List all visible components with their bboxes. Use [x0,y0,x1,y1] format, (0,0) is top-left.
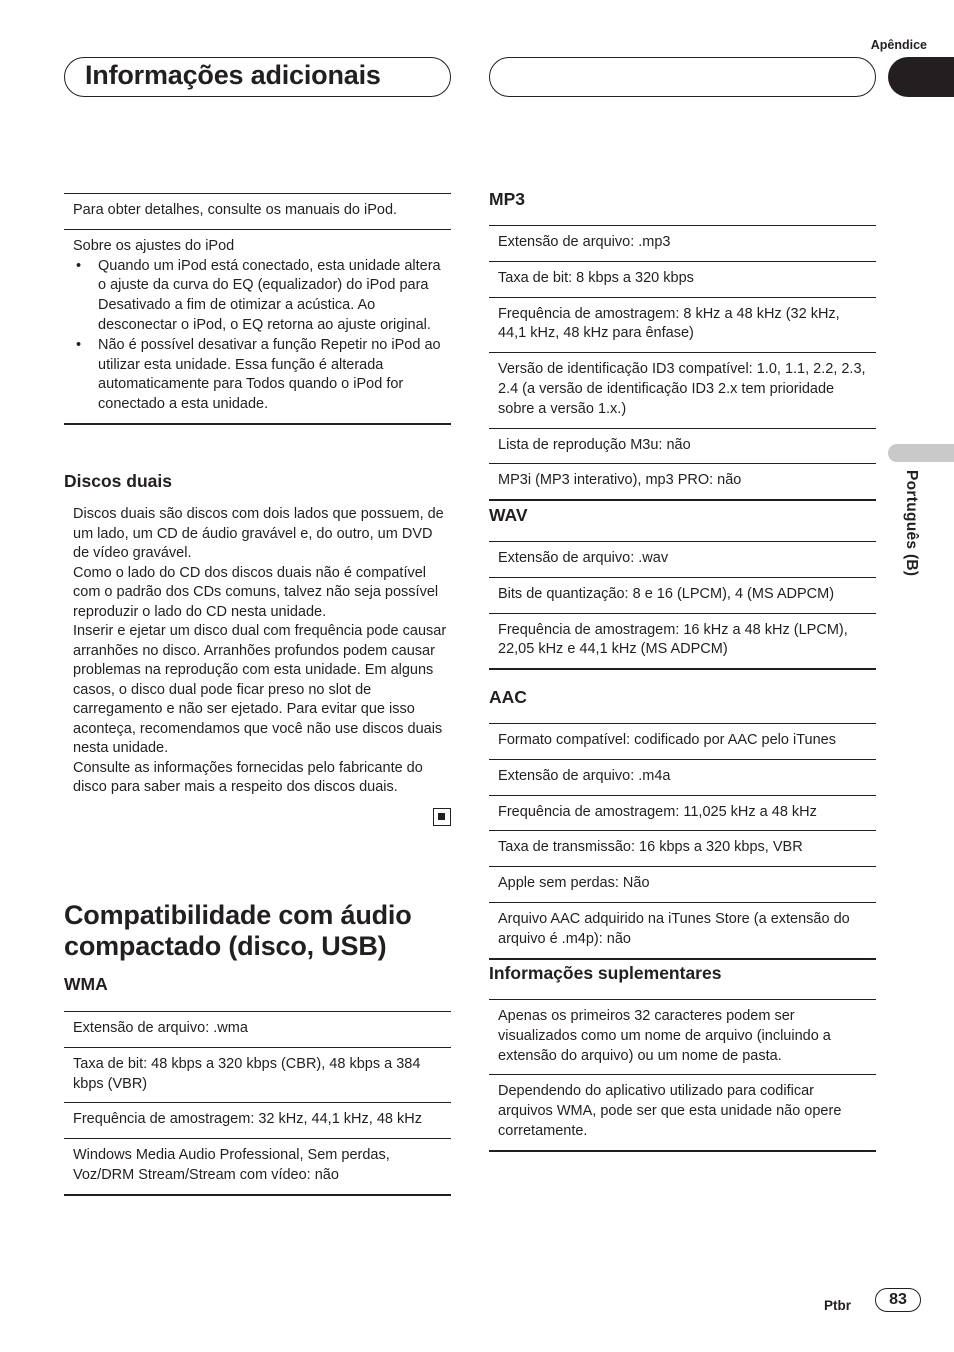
table-row: MP3i (MP3 interativo), mp3 PRO: não [489,464,876,501]
table-row: Windows Media Audio Professional, Sem perdas, Voz/DRM Stream/Stream com vídeo: não [64,1139,451,1196]
table-row: Frequência de amostragem: 16 kHz a 48 kHz (LPCM), 22,05 kHz e 44,1 kHz (MS ADPCM) [489,614,876,671]
mp3-table [489,225,876,501]
ipod-details-row: Para obter detalhes, consulte os manuais do iPod. [64,194,451,230]
compat-heading [64,900,451,962]
table-row: Lista de reprodução M3u: não [489,429,876,465]
mp3-heading: MP3 [489,189,525,209]
table-row: Extensão de arquivo: .mp3 [489,226,876,262]
dual-discs-heading: Discos duais [64,471,172,491]
compat-section [64,900,451,1196]
language-code: Ptbr [824,1298,851,1313]
aac-section [489,687,876,960]
aac-table [489,723,876,960]
table-row: Frequência de amostragem: 32 kHz, 44,1 kHz, 48 kHz [64,1103,451,1139]
section-title-box [64,57,451,97]
paragraph: Inserir e ejetar um disco dual com frequência pode causar arranhões no disco. Arranhões profundos podem causar problemas na reprodução com esta unidade. Em alguns casos, o disco dual pode ficar preso no slot de carregamento e não ser ejetado. Para evitar que isso aconteça, recomendamos que você não use discos duais nesta unidade. [73,623,447,756]
table-row: Formato compatível: codificado por AAC pelo iTunes [489,724,876,760]
header-black-tab [888,57,954,97]
table-row: Frequência de amostragem: 8 kHz a 48 kHz (32 kHz, 44,1 kHz, 48 kHz para ênfase) [489,298,876,354]
paragraph: Consulte as informações fornecidas pelo fabricante do disco para saber mais a respeito dos discos duais. [73,759,423,795]
table-row: Bits de quantização: 8 e 16 (LPCM), 4 (MS ADPCM) [489,578,876,614]
aac-heading: AAC [489,687,527,707]
language-tab-label: Português (B) [903,470,920,577]
supplementary-heading: Informações suplementares [489,963,722,983]
compat-heading-line2: compactado (disco, USB) [64,931,387,961]
wma-heading: WMA [64,974,108,994]
supplementary-section [489,963,876,1152]
ipod-notes-table [64,193,451,425]
ipod-settings-row [64,230,451,425]
list-item: • Quando um iPod está conectado, esta unidade altera o ajuste da curva do EQ (equalizador) do iPod para Desativado a fim de otimizar a acústica. Ao desconectar o iPod, o EQ retorna ao ajuste original. [73,257,442,336]
header-pill-empty [489,57,876,97]
mp3-section [489,189,876,501]
table-row: Extensão de arquivo: .m4a [489,760,876,796]
table-row: Apenas os primeiros 32 caracteres podem ser visualizados como um nome de arquivo (incluindo a extensão do arquivo) ou um nome de pasta. [489,1000,876,1075]
table-row: Taxa de bit: 8 kbps a 320 kbps [489,262,876,298]
end-of-section-icon [433,808,451,826]
page-number: 83 [875,1288,921,1312]
paragraph: Discos duais são discos com dois lados que possuem, de um lado, um CD de áudio gravável e, do outro, um DVD de vídeo gravável. [73,506,444,561]
dual-discs-section [64,471,451,798]
compat-heading-line1: Compatibilidade com áudio [64,900,412,930]
table-row: Dependendo do aplicativo utilizado para codificar arquivos WMA, pode ser que esta unidade não opere corretamente. [489,1075,876,1151]
table-row: Extensão de arquivo: .wma [64,1012,451,1048]
dual-discs-body [64,505,451,798]
table-row: Frequência de amostragem: 11,025 kHz a 48 kHz [489,796,876,832]
wav-heading: WAV [489,505,528,525]
table-row: Taxa de bit: 48 kbps a 320 kbps (CBR), 48 kbps a 384 kbps (VBR) [64,1048,451,1104]
section-title: Informações adicionais [85,60,381,90]
supplementary-table [489,999,876,1152]
appendix-label: Apêndice [870,38,927,52]
wma-table [64,1011,451,1196]
table-row: Apple sem perdas: Não [489,867,876,903]
ipod-settings-list [73,257,442,415]
table-row: Taxa de transmissão: 16 kbps a 320 kbps, VBR [489,831,876,867]
table-row: Extensão de arquivo: .wav [489,542,876,578]
wav-section [489,505,876,670]
list-item: • Não é possível desativar a função Repetir no iPod ao utilizar esta unidade. Essa função é alterada automaticamente para Todos quando o iPod for conectado a esta unidade. [73,336,442,415]
ipod-settings-heading: Sobre os ajustes do iPod [73,237,235,254]
paragraph: Como o lado do CD dos discos duais não é compatível com o padrão dos CDs comuns, talvez não seja possível reproduzir o lado do CD nesta unidade. [73,564,439,620]
table-row: Versão de identificação ID3 compatível: 1.0, 1.1, 2.2, 2.3, 2.4 (a versão de identificação ID3 2.x tem prioridade sobre a versão 1.x.) [489,353,876,428]
language-tab-marker [888,444,954,462]
wav-table [489,541,876,670]
table-row: Arquivo AAC adquirido na iTunes Store (a extensão do arquivo é .m4p): não [489,903,876,960]
